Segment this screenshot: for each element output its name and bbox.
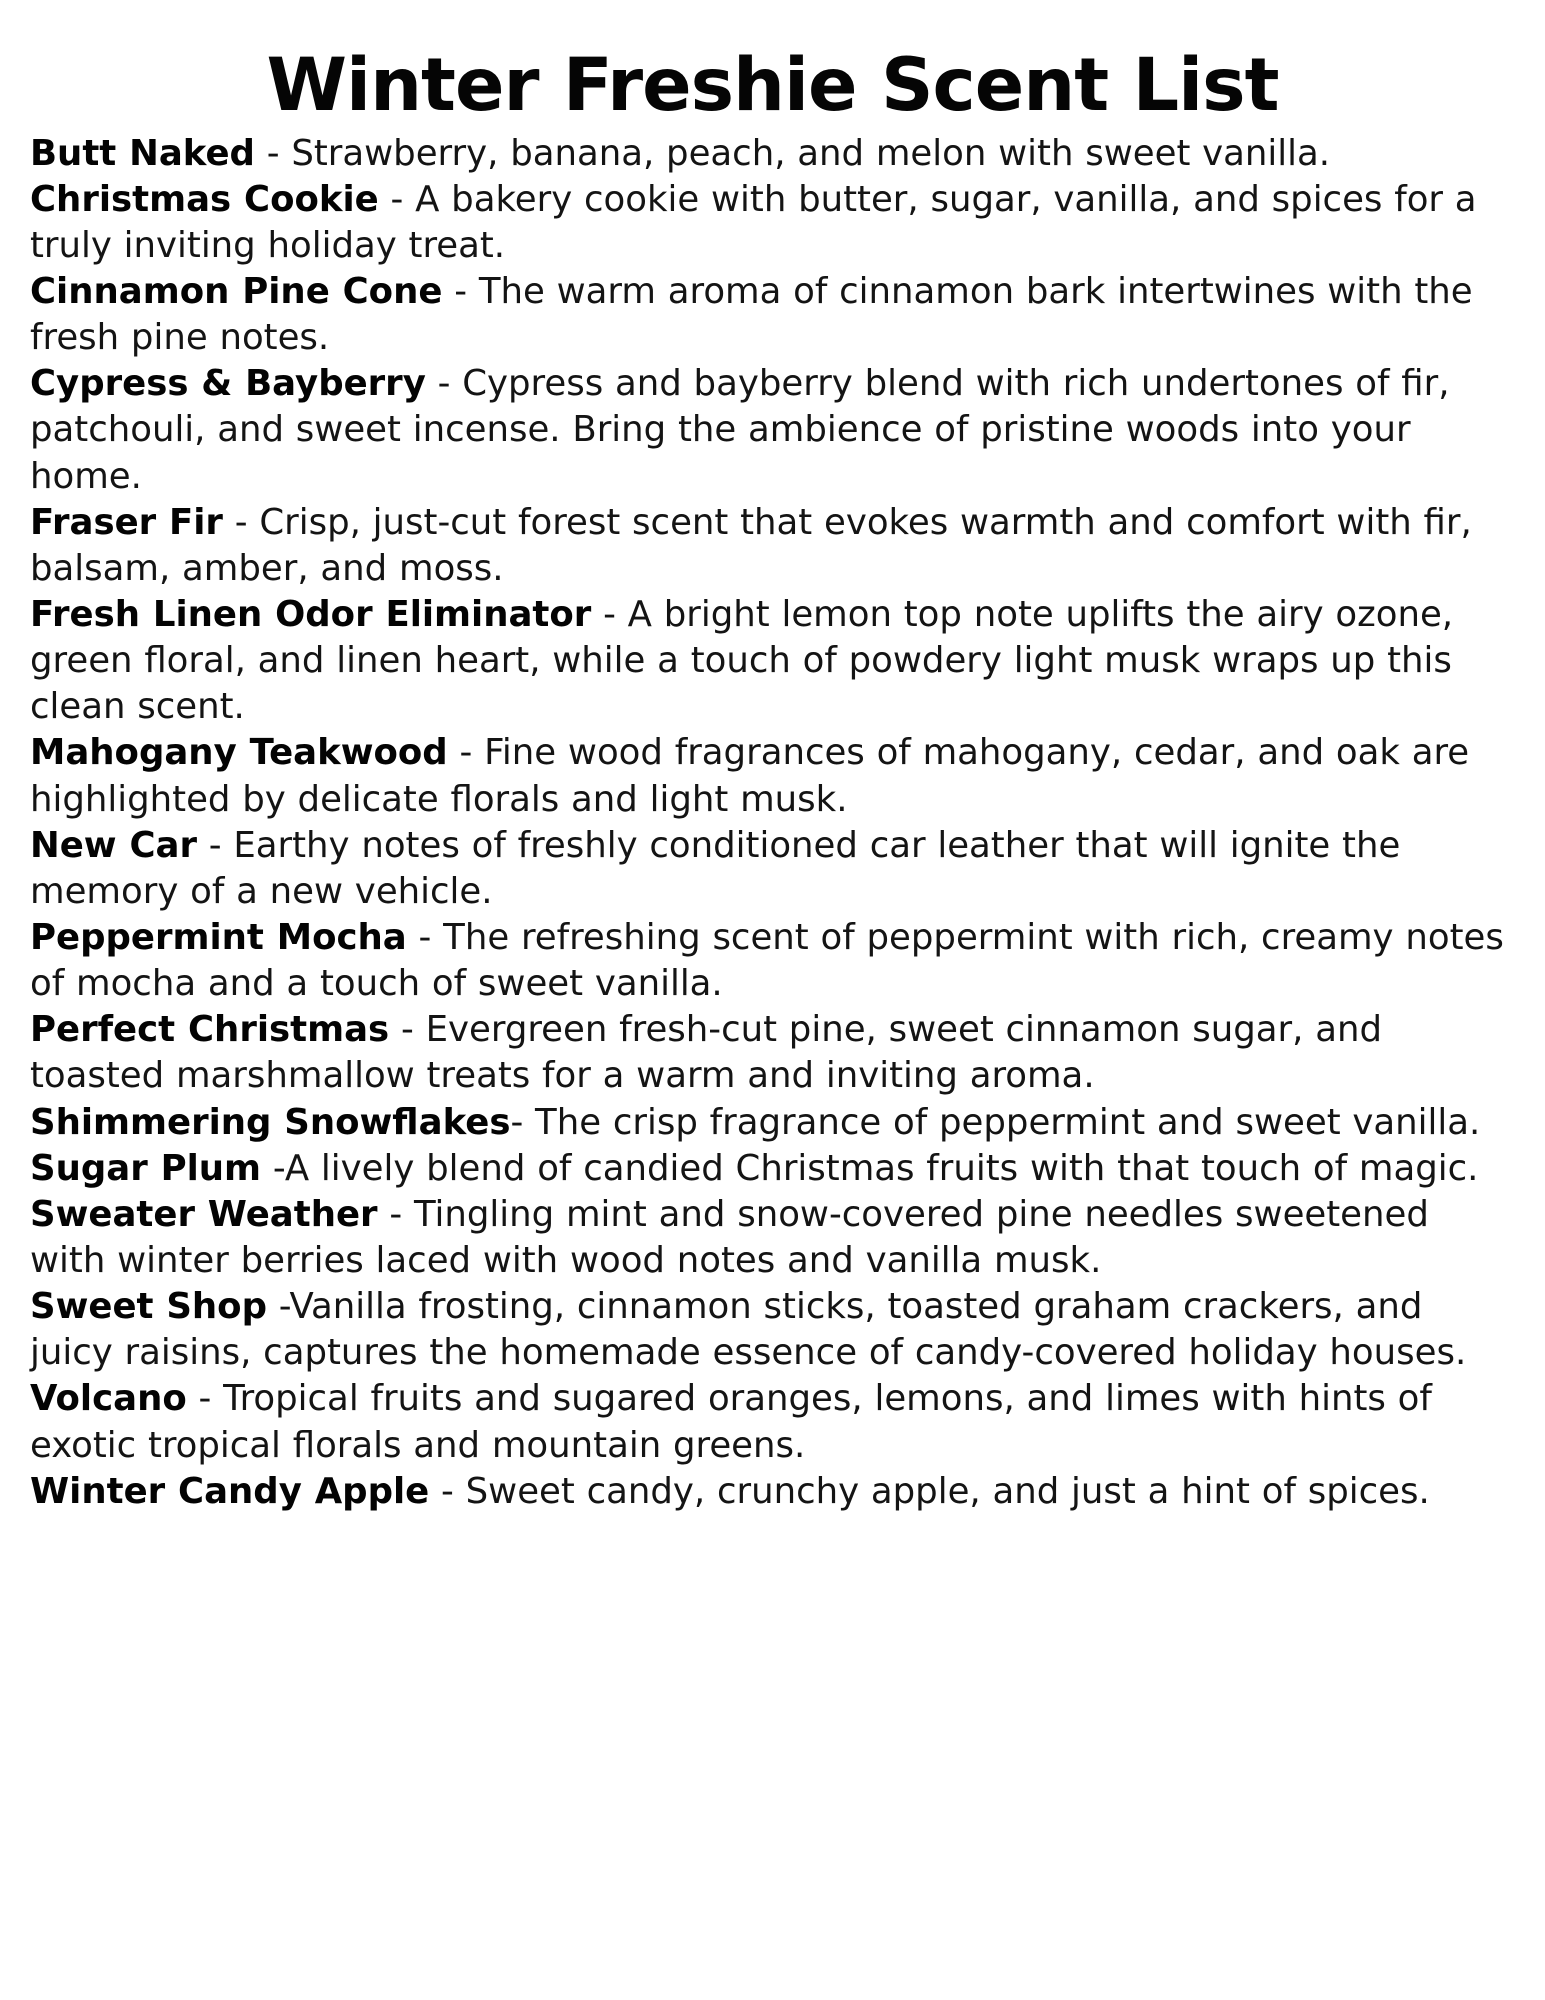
scent-description: - The crisp fragrance of peppermint and sweet vanilla.	[510, 1101, 1481, 1143]
scent-description: - A bakery cookie with butter, sugar, vanilla, and spices for a truly inviting holiday treat.	[30, 178, 1477, 266]
scent-description: - Tropical fruits and sugared oranges, lemons, and limes with hints of exotic tropical florals and mountain greens.	[30, 1378, 1432, 1466]
scent-description: - Tingling mint and snow-covered pine needles sweetened with winter berries laced with wood notes and vanilla musk.	[30, 1193, 1429, 1282]
scent-description: - Earthy notes of freshly conditioned car leather that will ignite the memory of a new vehicle.	[30, 824, 1401, 912]
scent-description: -Vanilla frosting, cinnamon sticks, toasted graham crackers, and juicy raisins, captures the homemade essence of candy-covered holiday houses.	[30, 1286, 1467, 1374]
scent-description: - The refreshing scent of peppermint with rich, creamy notes of mocha and a touch of sweet vanilla.	[30, 917, 1504, 1005]
scent-name: Sugar Plum	[30, 1147, 262, 1189]
list-item	[30, 1376, 1515, 1468]
list-item	[30, 269, 1515, 361]
scent-description: -A lively blend of candied Christmas fruits with that touch of magic.	[261, 1147, 1479, 1189]
scent-name: Christmas Cookie	[30, 178, 379, 220]
list-item	[30, 361, 1515, 499]
list-item	[30, 1100, 1515, 1146]
list-item	[30, 1284, 1515, 1376]
scent-name: Butt Naked	[30, 132, 255, 174]
scent-name: Cypress & Bayberry	[30, 363, 426, 405]
scent-description: - Evergreen fresh-cut pine, sweet cinnamon sugar, and toasted marshmallow treats for a warm and inviting aroma.	[30, 1009, 1382, 1097]
scent-list	[30, 131, 1515, 1515]
list-item	[30, 177, 1515, 269]
scent-description: - Strawberry, banana, peach, and melon with sweet vanilla.	[254, 132, 1331, 174]
scent-name: Shimmering Snowflakes	[30, 1101, 511, 1143]
scent-description: - Fine wood fragrances of mahogany, cedar, and oak are highlighted by delicate florals and light musk.	[30, 732, 1470, 820]
scent-name: New Car	[30, 824, 197, 866]
scent-name: Volcano	[30, 1378, 187, 1420]
scent-name: Sweater Weather	[30, 1193, 378, 1235]
page-title: Winter Freshie Scent List	[266, 43, 1279, 128]
list-item	[30, 1469, 1515, 1515]
scent-description: - A bright lemon top note uplifts the airy ozone, green floral, and linen heart, while a touch of powdery light musk wraps up this clean scent.	[30, 594, 1454, 728]
list-item	[30, 1192, 1515, 1284]
scent-description: - Cypress and bayberry blend with rich undertones of fir, patchouli, and sweet incense. Bring the ambience of pristine woods into your home.	[30, 363, 1450, 497]
scent-name: Peppermint Mocha	[30, 917, 407, 959]
scent-description: - Sweet candy, crunchy apple, and just a hint of spices.	[429, 1470, 1430, 1512]
scent-name: Mahogany Teakwood	[30, 732, 448, 774]
list-item	[30, 592, 1515, 730]
list-item	[30, 500, 1515, 592]
list-item	[30, 131, 1515, 177]
scent-name: Sweet Shop	[30, 1286, 267, 1328]
list-item	[30, 730, 1515, 822]
scent-name: Perfect Christmas	[30, 1009, 390, 1051]
scent-name: Fresh Linen Odor Eliminator	[30, 594, 592, 636]
list-item	[30, 1007, 1515, 1099]
list-item	[30, 823, 1515, 915]
scent-name: Cinnamon Pine Cone	[30, 271, 443, 313]
list-item	[30, 1146, 1515, 1192]
scent-name: Fraser Fir	[30, 501, 223, 543]
list-item	[30, 915, 1515, 1007]
scent-name: Winter Candy Apple	[30, 1470, 430, 1512]
scent-description: - The warm aroma of cinnamon bark intertwines with the fresh pine notes.	[30, 271, 1473, 359]
scent-description: - Crisp, just-cut forest scent that evokes warmth and comfort with fir, balsam, amber, and moss.	[30, 501, 1472, 589]
